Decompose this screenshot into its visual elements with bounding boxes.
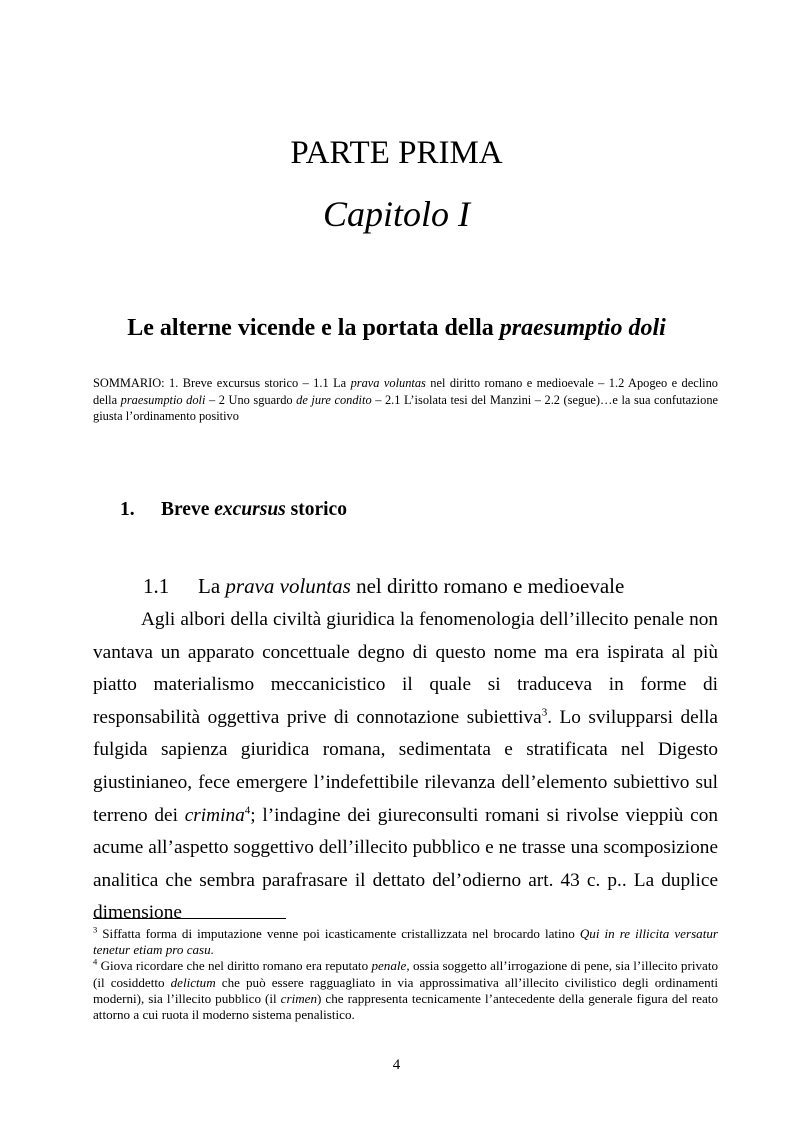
footnote-text: ) che rappresenta tecnicamente l’antecedente della generale figura del reato attorno a cui ruota il moderno sistema penalistico. [93, 990, 718, 1023]
summary-text: nel diritto romano e medioevale – 1.2 Apogeo e declino della [93, 376, 719, 407]
part-heading: PARTE PRIMA [290, 135, 503, 171]
footnote-italic: penale, [371, 958, 410, 974]
body-italic: crimina [184, 804, 245, 826]
chapter-heading: Capitolo I [322, 194, 470, 234]
subsection-heading [143, 572, 624, 600]
page-number: 4 [392, 1057, 401, 1073]
footnotes [93, 926, 718, 1023]
section-title-text: Breve [161, 499, 215, 520]
footnote-marker: 3 [541, 706, 548, 719]
footnote-text: che può essere ragguagliato in via approssimativa all’illecito civilistico degli ordinamenti moderni), sia l’illecito pubblico (il [93, 974, 718, 1006]
subsection-title-text: nel diritto romano e medioevale [350, 574, 625, 598]
chapter-title-text: Le alterne vicende e la portata della [127, 315, 500, 341]
footnote-text: Siffatta forma di imputazione venne poi icasticamente cristallizzata nel brocardo latino [97, 926, 580, 941]
section-number: 1. [120, 499, 135, 520]
body-paragraph [93, 604, 718, 930]
body-text: . Lo svilupparsi della fulgida sapienza giuridica romana, sedimentata e stratificata nel Digesto giustinianeo, fece emergere l’indefettibile rilevanza dell’elemento subiettivo sul terreno dei [93, 706, 718, 826]
summary-italic: prava voluntas [350, 376, 426, 390]
footnote-italic: Qui in re illicita versatur tenetur etiam pro casu. [93, 926, 718, 958]
summary-italic: de jure condito [296, 392, 372, 407]
subsection-title-text: La [198, 574, 226, 598]
summary-paragraph [93, 375, 718, 425]
section-heading [120, 497, 347, 523]
summary-text: – 2 Uno sguardo [205, 392, 297, 407]
footnote-3 [93, 926, 718, 958]
chapter-title [0, 312, 793, 344]
footnote-marker: 4 [244, 804, 251, 817]
footnote-italic: crimen [280, 990, 318, 1006]
chapter-title-italic: praesumptio doli [499, 315, 666, 341]
body-text: Agli albori della civiltà giuridica la fenomenologia dell’illecito penale non vantava un apparato concettuale degno di questo nome ma era ispirata al più piatto materialismo meccanicistico il quale si traduceva in forme di responsabilità oggettiva prive di connotazione subiettiva [93, 609, 718, 728]
section-title-text: storico [285, 499, 347, 520]
summary-text: – 2.1 L’isolata tesi del Manzini – 2.2 (segue)…e la sua confutazione giusta l’ordinamento positivo [93, 392, 719, 423]
subsection-number: 1.1 [143, 574, 170, 598]
summary-italic: praesumptio doli [120, 392, 206, 407]
footnote-text: ossia soggetto all’irrogazione di pene, sia l’illecito privato (il cosiddetto [93, 958, 719, 990]
footnote-number: 4 [93, 957, 98, 968]
summary-text: SOMMARIO: 1. Breve excursus storico – 1.1 La [93, 376, 351, 390]
footnote-separator [93, 918, 286, 919]
footnote-text: Giova ricordare che nel diritto romano era reputato [97, 958, 372, 974]
subsection-title-italic: prava voluntas [225, 574, 351, 598]
section-title-italic: excursus [214, 499, 286, 520]
footnote-italic: delictum [170, 974, 216, 990]
footnote-number: 3 [93, 924, 98, 935]
footnote-4 [93, 958, 718, 1023]
body-text: ; l’indagine dei giureconsulti romani si rivolse vieppiù con acume all’aspetto soggettivo dell’illecito pubblico e ne trasse una scomposizione analitica che sembra parafrasare il dettato del’odierno art. 43 c. p.. La duplice dimensione [93, 804, 718, 924]
